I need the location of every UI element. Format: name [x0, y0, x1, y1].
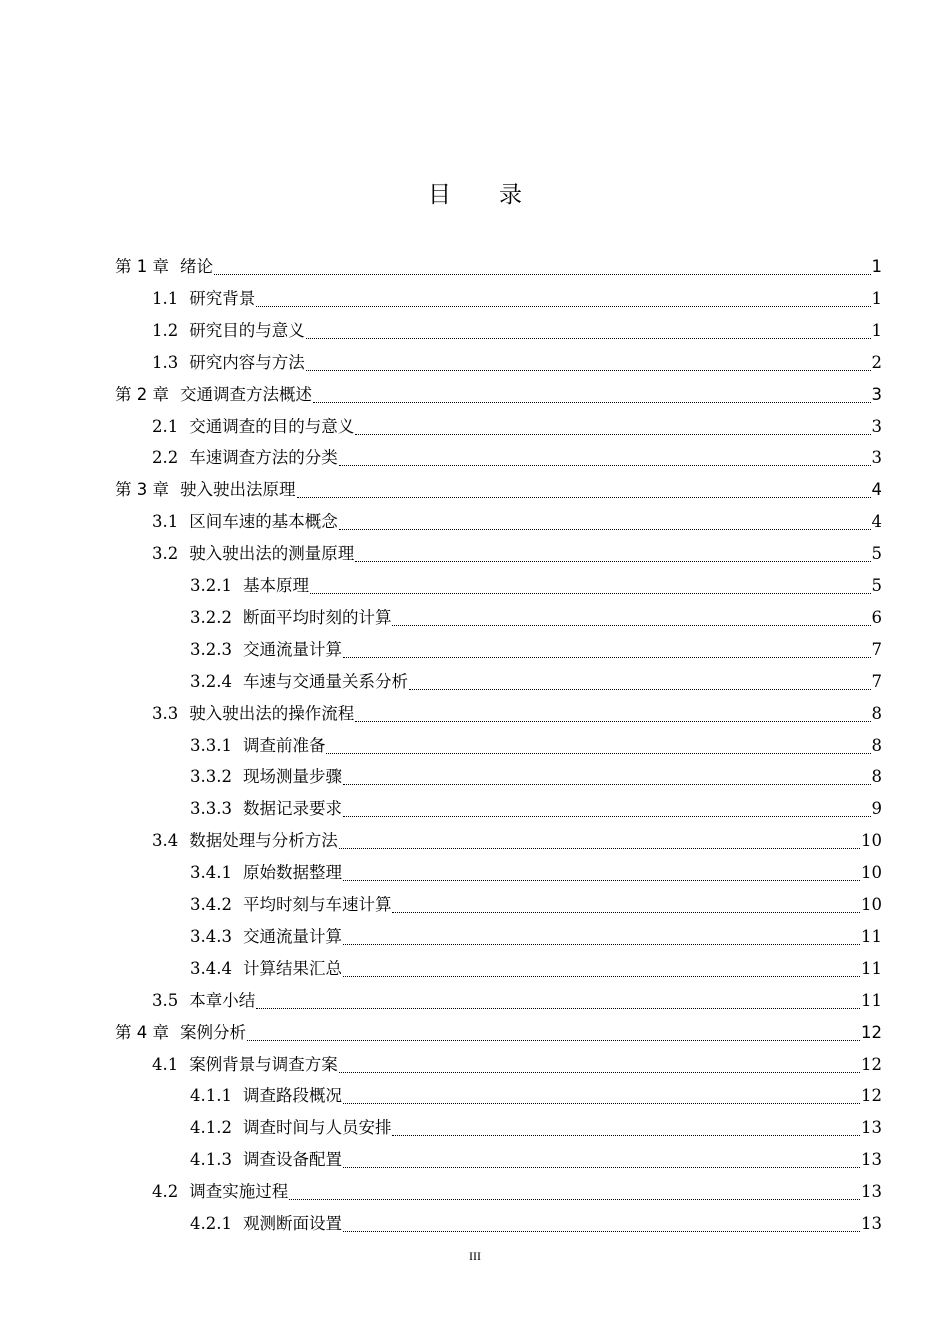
toc-entry-page: 8 — [871, 767, 882, 787]
toc-entry[interactable] — [190, 662, 882, 692]
toc-entry-number: 3.4.4 — [190, 958, 232, 978]
toc-entry-number: 第 2 章 — [115, 384, 169, 404]
toc-entry-title: 调查时间与人员安排 — [242, 1118, 392, 1138]
toc-entry-title: 驶入驶出法原理 — [180, 480, 296, 500]
toc-entry-page: 10 — [861, 895, 882, 914]
toc-entry-number: 3.2.1 — [190, 576, 232, 595]
toc-entry-title: 原始数据整理 — [242, 863, 342, 883]
toc-dot-leader — [355, 561, 870, 562]
toc-dot-leader — [392, 912, 860, 913]
page-title — [0, 176, 950, 212]
toc-entry-page: 11 — [861, 990, 882, 1010]
toc-entry-title: 研究目的与意义 — [189, 320, 305, 340]
toc-entry-page: 12 — [861, 1086, 882, 1106]
toc-dot-leader — [355, 434, 870, 435]
toc-dot-leader — [343, 976, 860, 977]
toc-entry[interactable] — [190, 1076, 882, 1106]
toc-entry[interactable] — [115, 375, 882, 405]
toc-entry-page: 9 — [871, 799, 882, 819]
toc-entry-number: 2.1 — [152, 416, 179, 436]
toc-dot-leader — [409, 689, 871, 690]
toc-entry-number: 1.3 — [152, 352, 179, 372]
toc-dot-leader — [343, 944, 860, 945]
toc-dot-leader — [339, 529, 871, 530]
page-number: III — [469, 1249, 481, 1263]
toc-entry-title: 观测断面设置 — [242, 1214, 342, 1233]
toc-entry[interactable] — [152, 407, 882, 437]
toc-entry[interactable] — [190, 885, 882, 915]
toc-entry-number: 3.4.2 — [190, 895, 232, 914]
toc-entry[interactable] — [152, 502, 882, 532]
toc-entry-page: 13 — [861, 1118, 882, 1138]
toc-entry[interactable] — [152, 821, 882, 851]
toc-entry[interactable] — [190, 853, 882, 883]
toc-entry-title: 数据处理与分析方法 — [189, 831, 338, 851]
toc-entry-page: 11 — [861, 926, 882, 946]
toc-entry-number: 3.2.3 — [190, 639, 232, 659]
toc-dot-leader — [297, 497, 871, 498]
toc-dot-leader — [256, 306, 870, 307]
toc-dot-leader — [306, 370, 871, 371]
title-char-1: 目 — [428, 182, 451, 208]
toc-entry-title: 现场测量步骤 — [242, 767, 342, 787]
toc-entry[interactable] — [190, 726, 882, 756]
toc-dot-leader — [214, 274, 871, 275]
toc-entry-number: 4.1.2 — [190, 1118, 232, 1138]
toc-dot-leader — [289, 1199, 860, 1200]
toc-dot-leader — [343, 784, 871, 785]
toc-entry-title: 交通调查方法概述 — [180, 384, 312, 404]
toc-entry-number: 3.2 — [152, 544, 179, 564]
toc-entry[interactable] — [152, 694, 882, 724]
toc-entry[interactable] — [190, 1140, 882, 1170]
toc-entry-page: 11 — [861, 958, 882, 978]
toc-entry-title: 区间车速的基本概念 — [189, 512, 338, 532]
toc-dot-leader — [343, 1231, 860, 1232]
toc-dot-leader — [256, 1008, 860, 1009]
toc-dot-leader — [343, 816, 871, 817]
toc-dot-leader — [247, 1040, 860, 1041]
toc-entry[interactable] — [190, 566, 882, 596]
toc-entry-page: 8 — [871, 735, 882, 755]
toc-entry-page: 3 — [871, 384, 882, 404]
toc-entry-title: 调查实施过程 — [189, 1182, 289, 1202]
toc-dot-leader — [339, 848, 860, 849]
toc-entry-number: 1.2 — [152, 320, 179, 340]
toc-entry-title: 绪论 — [180, 257, 213, 276]
toc-dot-leader — [326, 753, 870, 754]
toc-entry-page: 8 — [871, 703, 882, 723]
toc-entry-page: 12 — [861, 1022, 882, 1042]
toc-entry[interactable] — [152, 343, 882, 373]
toc-entry-page: 1 — [871, 257, 882, 276]
toc-entry-page: 6 — [871, 607, 882, 627]
toc-entry-number: 3.1 — [152, 512, 179, 532]
title-char-2: 录 — [499, 182, 522, 208]
toc-entry-title: 数据记录要求 — [242, 799, 342, 819]
toc-entry-title: 研究背景 — [189, 288, 256, 308]
toc-entry[interactable] — [190, 598, 882, 628]
toc-dot-leader — [392, 1135, 860, 1136]
toc-entry-title: 计算结果汇总 — [242, 958, 342, 978]
toc-entry-number: 3.5 — [152, 990, 179, 1010]
toc-entry-number: 3.4 — [152, 831, 179, 851]
toc-entry-page: 13 — [861, 1150, 882, 1170]
toc-entry-page: 5 — [871, 544, 882, 564]
toc-dot-leader — [306, 338, 871, 339]
toc-entry-title: 交通流量计算 — [242, 639, 342, 659]
toc-entry[interactable] — [152, 311, 882, 341]
toc-entry[interactable] — [152, 981, 882, 1011]
toc-entry[interactable] — [190, 917, 882, 947]
toc-entry-number: 4.1.3 — [190, 1150, 232, 1170]
toc-entry[interactable] — [115, 247, 882, 277]
toc-entry-number: 3.4.1 — [190, 863, 232, 883]
toc-entry-page: 4 — [871, 512, 882, 532]
toc-entry-title: 案例背景与调查方案 — [189, 1054, 338, 1074]
toc-entry-number: 4.2.1 — [190, 1214, 232, 1233]
toc-entry-page: 3 — [871, 416, 882, 436]
toc-dot-leader — [392, 625, 870, 626]
toc-entry-title: 车速调查方法的分类 — [189, 448, 338, 468]
toc-entry[interactable] — [115, 470, 882, 500]
toc-entry-number: 3.3.2 — [190, 767, 232, 787]
toc-entry[interactable] — [190, 630, 882, 660]
toc-entry[interactable] — [152, 279, 882, 309]
toc-entry[interactable] — [190, 949, 882, 979]
toc-entry-page: 13 — [861, 1214, 882, 1233]
toc-entry-title: 基本原理 — [242, 576, 309, 595]
toc-entry-page: 1 — [871, 288, 882, 308]
toc-entry-number: 3.3 — [152, 703, 179, 723]
toc-entry[interactable] — [152, 438, 882, 468]
toc-entry-page: 13 — [861, 1182, 882, 1202]
toc-entry-page: 12 — [861, 1054, 882, 1074]
toc-dot-leader — [339, 1072, 860, 1073]
toc-entry[interactable] — [190, 789, 882, 819]
toc-dot-leader — [343, 657, 871, 658]
toc-entry[interactable] — [152, 1045, 882, 1075]
toc-entry-page: 7 — [871, 671, 882, 691]
toc-entry-title: 案例分析 — [180, 1022, 246, 1042]
toc-dot-leader — [355, 721, 870, 722]
toc-entry[interactable] — [190, 1108, 882, 1138]
toc-entry-title: 交通流量计算 — [242, 926, 342, 946]
toc-entry-page: 1 — [871, 320, 882, 340]
toc-entry-number: 第 1 章 — [115, 257, 169, 276]
toc-entry-number: 3.3.1 — [190, 735, 232, 755]
toc-entry-number: 4.2 — [152, 1182, 179, 1202]
toc-entry-page: 10 — [861, 863, 882, 883]
toc-entry[interactable] — [152, 1172, 882, 1202]
toc-entry-page: 4 — [871, 480, 882, 500]
toc-entry-page: 7 — [871, 639, 882, 659]
toc-entry-title: 断面平均时刻的计算 — [242, 607, 392, 627]
toc-entry-number: 4.1 — [152, 1054, 179, 1074]
toc-entry-number: 3.2.2 — [190, 607, 232, 627]
toc-entry-page: 2 — [871, 352, 882, 372]
toc-entry-page: 5 — [871, 576, 882, 595]
toc-dot-leader — [313, 402, 871, 403]
toc-dot-leader — [343, 1167, 860, 1168]
toc-entry-page: 3 — [871, 448, 882, 468]
toc-entry-title: 本章小结 — [189, 990, 256, 1010]
toc-entry-title: 驶入驶出法的测量原理 — [189, 544, 355, 564]
toc-dot-leader — [339, 465, 871, 466]
toc-entry-number: 1.1 — [152, 288, 179, 308]
toc-dot-leader — [343, 880, 860, 881]
toc-entry-title: 调查路段概况 — [242, 1086, 342, 1106]
toc-entry-number: 3.4.3 — [190, 926, 232, 946]
toc-entry-number: 4.1.1 — [190, 1086, 232, 1106]
toc-entry[interactable] — [115, 1013, 882, 1043]
toc-entry-title: 车速与交通量关系分析 — [242, 671, 408, 691]
toc-dot-leader — [310, 593, 871, 594]
toc-entry-number: 3.3.3 — [190, 799, 232, 819]
toc-entry-number: 第 4 章 — [115, 1022, 169, 1042]
toc-entry-title: 平均时刻与车速计算 — [242, 895, 392, 914]
toc-entry-number: 2.2 — [152, 448, 179, 468]
toc-entry-page: 10 — [861, 831, 882, 851]
toc-entry-title: 驶入驶出法的操作流程 — [189, 703, 355, 723]
toc-entry-title: 调查设备配置 — [242, 1150, 342, 1170]
toc-dot-leader — [343, 1103, 860, 1104]
toc-entry-number: 第 3 章 — [115, 480, 169, 500]
toc-entry-title: 调查前准备 — [242, 735, 326, 755]
toc-entry-title: 研究内容与方法 — [189, 352, 305, 372]
toc-entry[interactable] — [152, 534, 882, 564]
toc-entry-title: 交通调查的目的与意义 — [189, 416, 355, 436]
toc-entry[interactable] — [190, 757, 882, 787]
toc-entry-number: 3.2.4 — [190, 671, 232, 691]
toc-entry[interactable] — [190, 1204, 882, 1234]
